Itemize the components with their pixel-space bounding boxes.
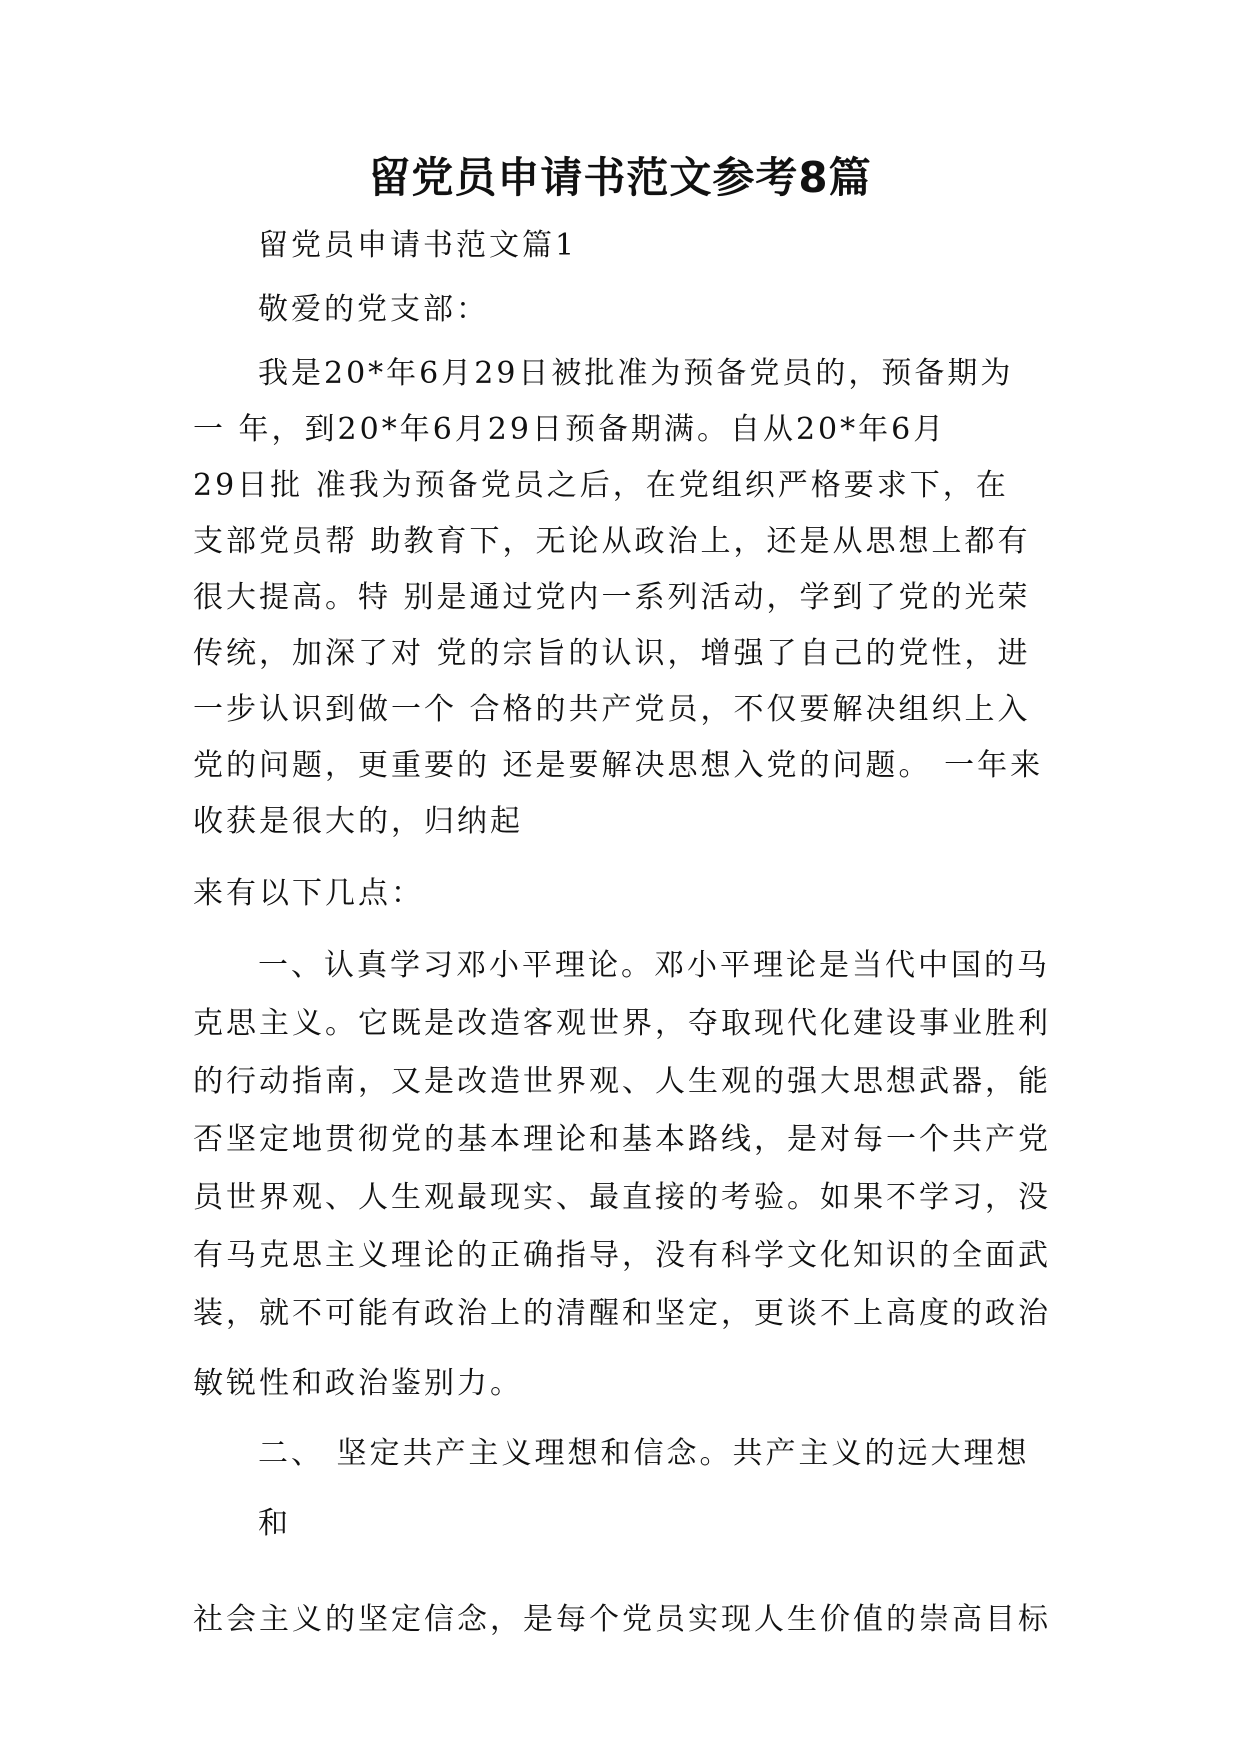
body-line: 传统，加深了对 党的宗旨的认识，增强了自己的党性，进 — [193, 636, 1031, 671]
body-line: 的行动指南，又是改造世界观、人生观的强大思想武器，能 — [193, 1064, 1051, 1099]
body-line: 和 — [258, 1506, 291, 1541]
body-line: 有马克思主义理论的正确指导，没有科学文化知识的全面武 — [193, 1238, 1051, 1273]
document-title: 留党员申请书范文参考8篇 — [368, 153, 872, 202]
body-line: 敏锐性和政治鉴别力。 — [193, 1366, 523, 1401]
salutation: 敬爱的党支部： — [258, 292, 489, 327]
body-line: 否坚定地贯彻党的基本理论和基本路线，是对每一个共产党 — [193, 1122, 1051, 1157]
body-line: 社会主义的坚定信念，是每个党员实现人生价值的崇高目标 — [193, 1602, 1051, 1637]
body-line: 党的问题，更重要的 还是要解决思想入党的问题。 一年来 — [193, 748, 1044, 783]
body-line: 来有以下几点： — [193, 876, 424, 911]
body-line: 员世界观、人生观最现实、最直接的考验。如果不学习，没 — [193, 1180, 1051, 1215]
body-line: 一步认识到做一个 合格的共产党员，不仅要解决组织上入 — [193, 692, 1031, 727]
body-line: 很大提高。特 别是通过党内一系列活动，学到了党的光荣 — [193, 580, 1031, 615]
body-line: 我是20*年6月29日被批准为预备党员的，预备期为 — [258, 356, 1014, 391]
body-line: 一、认真学习邓小平理论。邓小平理论是当代中国的马 — [258, 948, 1050, 983]
body-line: 装，就不可能有政治上的清醒和坚定，更谈不上高度的政治 — [193, 1296, 1051, 1331]
section-heading: 留党员申请书范文篇1 — [258, 228, 578, 263]
body-line: 一 年，到20*年6月29日预备期满。自从20*年6月 — [193, 412, 947, 447]
body-line: 29日批 准我为预备党员之后，在党组织严格要求下，在 — [193, 468, 1009, 503]
body-line: 克思主义。它既是改造客观世界，夺取现代化建设事业胜利 — [193, 1006, 1051, 1041]
body-line: 收获是很大的，归纳起 — [193, 804, 523, 839]
body-line: 二、 坚定共产主义理想和信念。共产主义的远大理想 — [258, 1436, 1030, 1471]
body-line: 支部党员帮 助教育下，无论从政治上，还是从思想上都有 — [193, 524, 1031, 559]
